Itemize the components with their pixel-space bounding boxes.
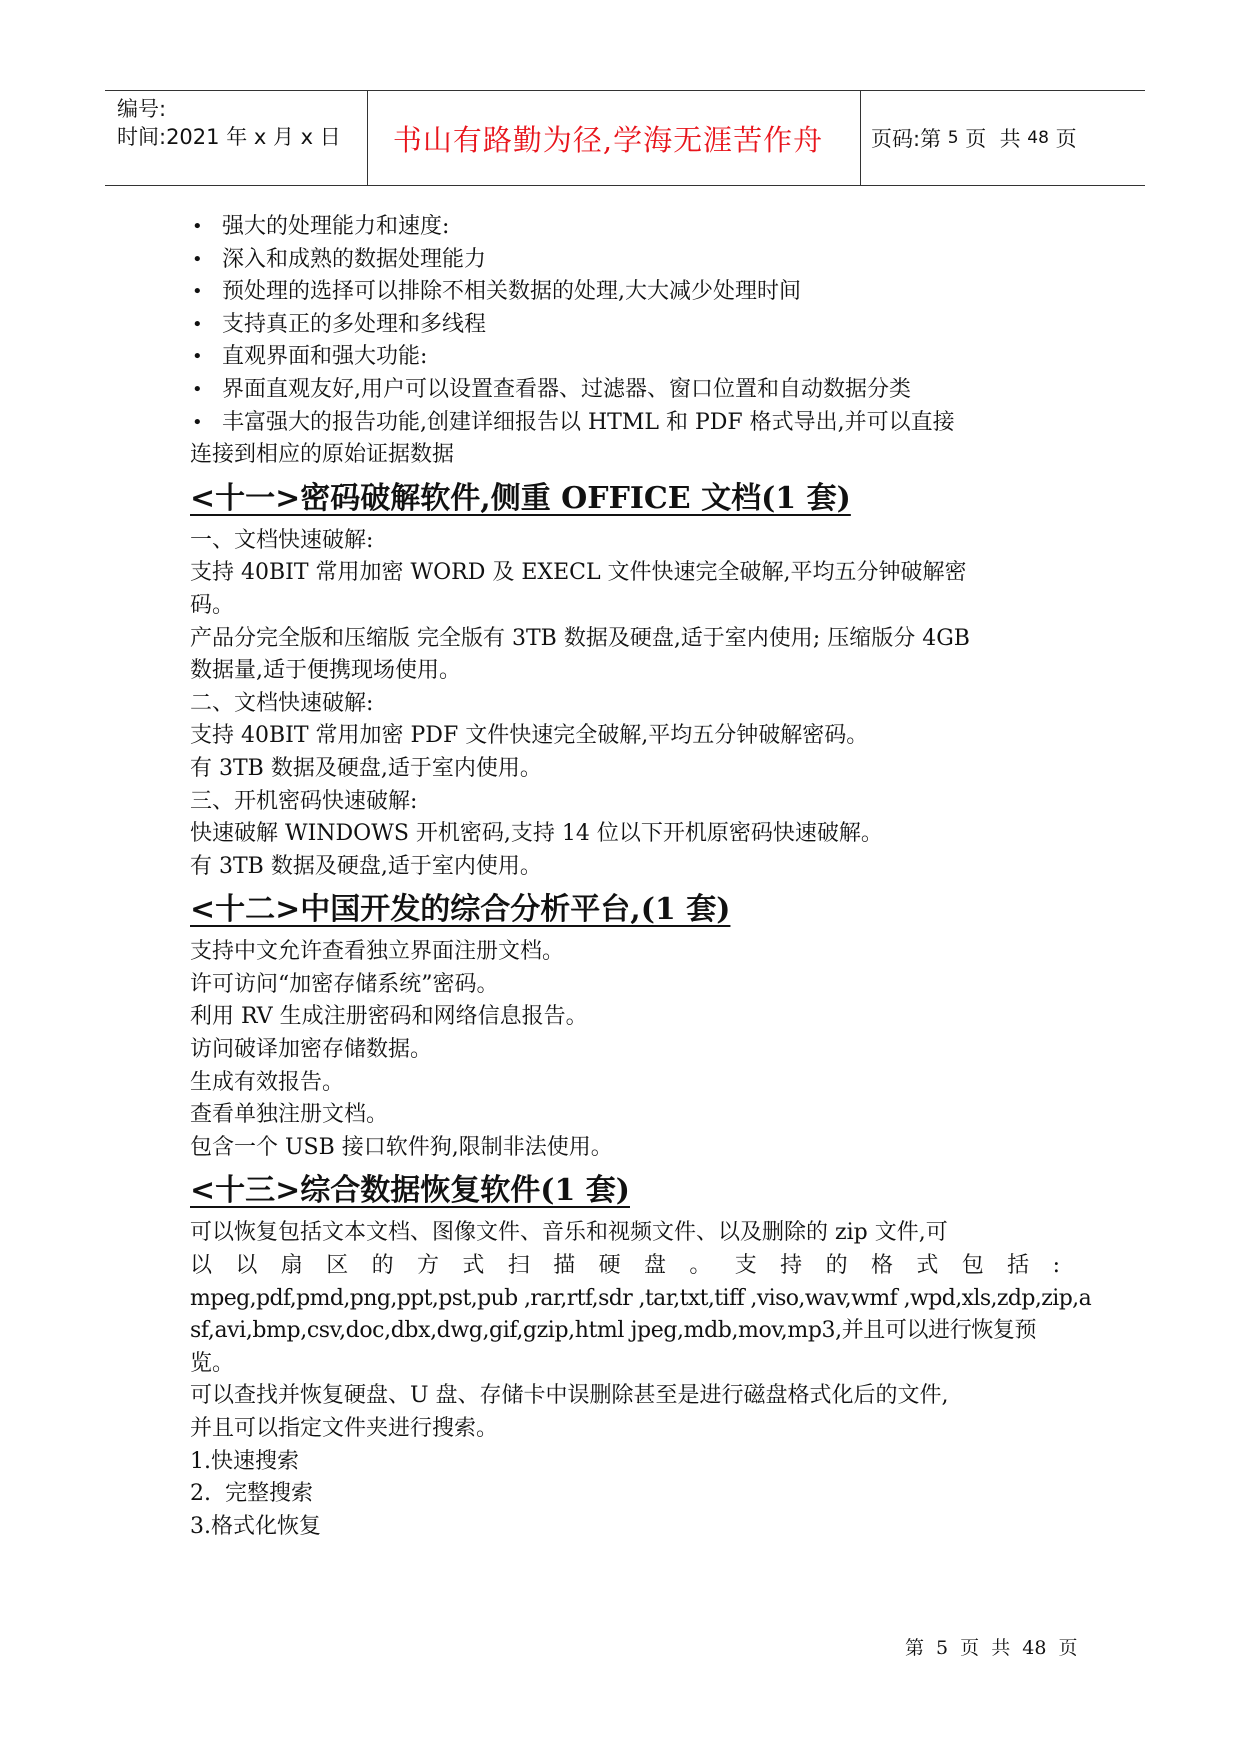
page-footer: 第 5 页 共 48 页 bbox=[905, 1637, 1078, 1659]
paragraph-line: 快速破解 WINDOWS 开机密码,支持 14 位以下开机原密码快速破解。 bbox=[190, 821, 883, 847]
paragraph-line: 生成有效报告。 bbox=[190, 1069, 345, 1095]
paragraph-line: mpeg,pdf,pmd,png,ppt,pst,pub ,rar,rtf,sdr ,tar,txt,tiff ,viso,wav,wmf ,wpd,xls,zdp,zip,a bbox=[190, 1285, 1092, 1311]
paragraph-line: 产品分完全版和压缩版 完全版有 3TB 数据及硬盘,适于室内使用; 压缩版分 4GB bbox=[190, 625, 970, 651]
bullet-item: • 支持真正的多处理和多线程 bbox=[190, 309, 1060, 342]
bullet-dot-icon: • bbox=[192, 281, 203, 303]
paragraph-line: 数据量,适于便携现场使用。 bbox=[190, 658, 461, 684]
paragraph-line: 并且可以指定文件夹进行搜索。 bbox=[190, 1416, 499, 1441]
bullet-dot-icon: • bbox=[192, 411, 203, 433]
paragraph-line: 支持中文允许查看独立界面注册文档。 bbox=[190, 939, 565, 965]
bullet-item: • 强大的处理能力和速度: bbox=[190, 211, 1060, 244]
paragraph-line: 访问破译加密存储数据。 bbox=[190, 1037, 433, 1063]
paragraph-line: 许可访问“加密存储系统”密码。 bbox=[190, 971, 499, 997]
section-13-heading: <十三>综合数据恢复软件(1 套) bbox=[190, 1173, 630, 1209]
paragraph-line: 支持 40BIT 常用加密 WORD 及 EXECL 文件快速完全破解,平均五分钟破解密 bbox=[190, 560, 967, 586]
paragraph-line: 可以查找并恢复硬盘、U 盘、存储卡中误删除甚至是进行磁盘格式化后的文件, bbox=[190, 1383, 949, 1409]
page-total: 48 bbox=[1027, 128, 1049, 148]
page-suffix: 页 bbox=[1048, 127, 1077, 151]
page-mid: 页 共 bbox=[958, 127, 1028, 151]
bullet-item: • 界面直观友好,用户可以设置查看器、过滤器、窗口位置和自动数据分类 bbox=[190, 374, 1060, 407]
section-12-heading: <十二>中国开发的综合分析平台,(1 套) bbox=[190, 892, 731, 928]
paragraph-line: 三、开机密码快速破解: bbox=[190, 788, 418, 814]
document-body bbox=[190, 211, 1092, 1543]
page-number: 5 bbox=[947, 128, 959, 148]
paragraph-line: 支持 40BIT 常用加密 PDF 文件快速完全破解,平均五分钟破解密码。 bbox=[190, 723, 869, 749]
paragraph-line: 查看单独注册文档。 bbox=[190, 1102, 389, 1128]
header-motto: 书山有路勤为径,学海无涯苦作舟 bbox=[392, 122, 824, 157]
paragraph-line: 码。 bbox=[190, 592, 235, 618]
bullet-item: • 直观界面和强大功能: bbox=[190, 341, 1060, 374]
bullet-dot-icon: • bbox=[192, 346, 203, 368]
paragraph-line: 可以恢复包括文本文档、图像文件、音乐和视频文件、以及删除的 zip 文件,可 bbox=[190, 1220, 948, 1246]
paragraph-line-justified: 以 以 扇 区 的 方 式 扫 描 硬 盘 。 支 持 的 格 式 包 括 : bbox=[190, 1253, 1060, 1279]
bullet-item: • 深入和成熟的数据处理能力 bbox=[190, 244, 1060, 277]
bullet-dot-icon: • bbox=[192, 378, 203, 400]
header-divider-right bbox=[860, 91, 861, 185]
page-prefix: 页码:第 bbox=[871, 127, 948, 151]
paragraph-line: 利用 RV 生成注册密码和网络信息报告。 bbox=[190, 1004, 588, 1030]
list-item: 1.快速搜索 bbox=[190, 1448, 299, 1474]
paragraph-line: 有 3TB 数据及硬盘,适于室内使用。 bbox=[190, 853, 542, 879]
bullet-continuation: 连接到相应的原始证据数据 bbox=[190, 442, 455, 468]
bullet-dot-icon: • bbox=[192, 248, 203, 270]
list-item: 2. 完整搜索 bbox=[190, 1481, 313, 1507]
header-left bbox=[117, 95, 341, 151]
bullet-dot-icon: • bbox=[192, 216, 203, 237]
paragraph-line: 包含一个 USB 接口软件狗,限制非法使用。 bbox=[190, 1134, 613, 1160]
bullet-item: • 预处理的选择可以排除不相关数据的处理,大大减少处理时间 bbox=[190, 276, 1060, 309]
section-11-heading: <十一>密码破解软件,侧重 OFFICE 文档(1 套) bbox=[190, 480, 851, 516]
bullet-dot-icon: • bbox=[192, 313, 203, 335]
paragraph-line: 二、文档快速破解: bbox=[190, 690, 374, 716]
bullet-item: • 丰富强大的报告功能,创建详细报告以 HTML 和 PDF 格式导出,并可以直接 bbox=[190, 407, 1060, 440]
page-header bbox=[105, 90, 1145, 186]
paragraph-line: 有 3TB 数据及硬盘,适于室内使用。 bbox=[190, 755, 542, 781]
paragraph-line: sf,avi,bmp,csv,doc,dbx,dwg,gif,gzip,html jpeg,mdb,mov,mp3,并且可以进行恢复预 bbox=[190, 1318, 1037, 1344]
paragraph-line: 一、文档快速破解: bbox=[190, 527, 374, 553]
time-label: 时间:2021 年 x 月 x 日 bbox=[117, 125, 341, 149]
list-item: 3.格式化恢复 bbox=[190, 1513, 321, 1539]
header-page-info bbox=[871, 91, 1077, 185]
paragraph-line: 览。 bbox=[190, 1350, 235, 1376]
number-label: 编号: bbox=[117, 97, 167, 121]
